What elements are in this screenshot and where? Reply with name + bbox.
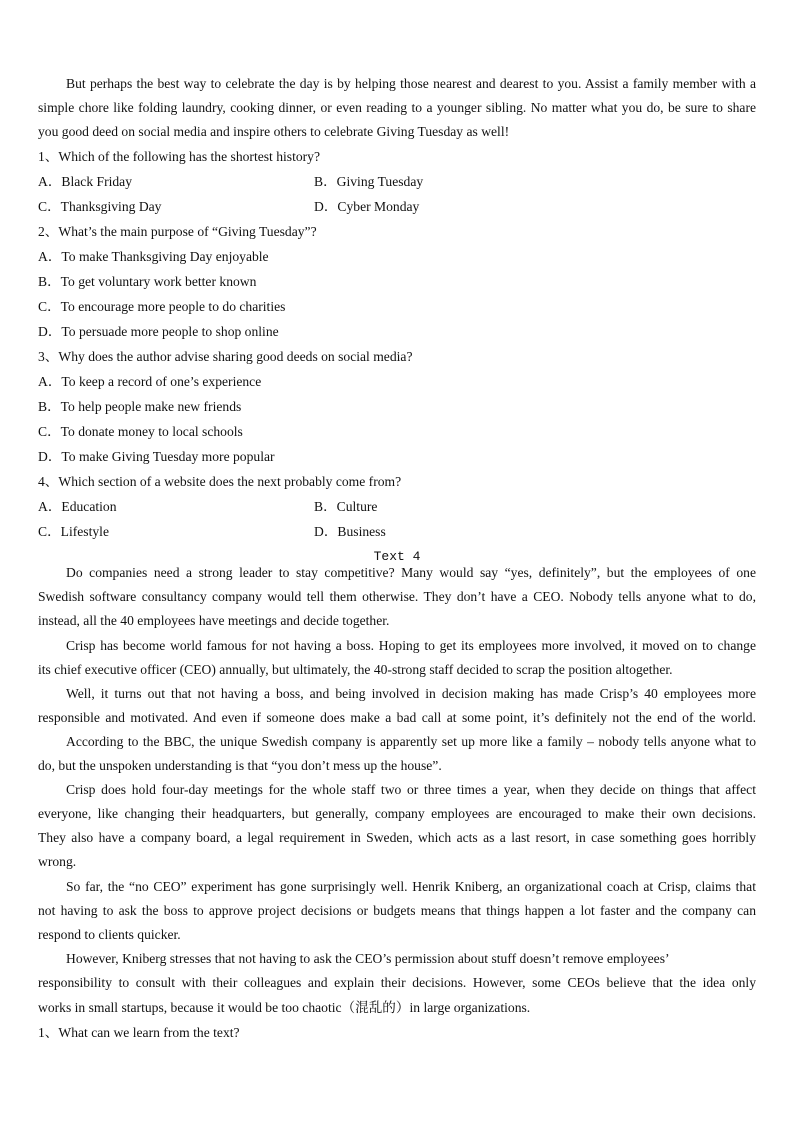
option-b: B．To help people make new friends (38, 399, 242, 414)
paragraph-line: works in small startups, because it would be too chaotic（混乱的）in large organizations. (38, 1000, 531, 1015)
paragraph-line: you good deed on social media and inspire others to celebrate Giving Tuesday as well! (38, 124, 510, 139)
paragraph-line: its chief executive officer (CEO) annually, but ultimately, the 40-strong staff decided to scrap the position altogether. (38, 662, 673, 677)
option-a: A．To keep a record of one’s experience (38, 374, 262, 389)
paragraph-line: responsible and motivated. And even if someone does make a bad call at some point, it’s definitely not the end of the world. (38, 710, 756, 725)
paragraph-line: Do companies need a strong leader to stay competitive? Many would say “yes, definitely”, but the employees of one (66, 565, 756, 580)
paragraph-line: They also have a company board, a legal requirement in Sweden, which acts as a last resort, in case something goes horribly (38, 830, 756, 845)
paragraph-line: simple chore like folding laundry, cooking dinner, or even reading to a younger sibling. No matter what you do, be sure to share (38, 100, 756, 115)
paragraph-line: responsibility to consult with their colleagues and explain their decisions. However, some CEOs believe that the idea only (38, 975, 756, 990)
question-text: 1、What can we learn from the text? (38, 1025, 240, 1040)
option-c: C．Lifestyle (38, 524, 109, 539)
option-d: D．Business (314, 524, 386, 539)
option-d: D．Cyber Monday (314, 199, 420, 214)
question-text: 4、Which section of a website does the next probably come from? (38, 474, 402, 489)
paragraph-line: Swedish software consultancy company would tell them otherwise. They don’t have a CEO. Nobody tells anyone what to do, (38, 589, 756, 604)
paragraph-line: Crisp has become world famous for not having a boss. Hoping to get its employees more involved, it moved on to change (66, 638, 756, 653)
section-title: Text 4 (373, 549, 421, 564)
paragraph-line: Well, it turns out that not having a boss, and being involved in decision making has made Crisp’s 40 employees more (66, 686, 756, 701)
paragraph-line: do, but the unspoken understanding is that “you don’t mess up the house”. (38, 758, 442, 773)
option-a: A．Black Friday (38, 174, 133, 189)
option-d: D．To persuade more people to shop online (38, 324, 279, 339)
question-text: 2、What’s the main purpose of “Giving Tuesday”? (38, 224, 317, 239)
paragraph-line: So far, the “no CEO” experiment has gone surprisingly well. Henrik Kniberg, an organizational coach at Crisp, claims that (66, 879, 756, 894)
paragraph-line: wrong. (38, 854, 77, 869)
option-d: D．To make Giving Tuesday more popular (38, 449, 275, 464)
option-c: C．To encourage more people to do charities (38, 299, 286, 314)
paragraph-line: But perhaps the best way to celebrate the day is by helping those nearest and dearest to you. Assist a family member with a (66, 76, 756, 91)
paragraph-line: According to the BBC, the unique Swedish company is apparently set up more like a family – nobody tells anyone what to (66, 734, 756, 749)
option-c: C．Thanksgiving Day (38, 199, 162, 214)
paragraph-line: respond to clients quicker. (38, 927, 181, 942)
question-text: 1、Which of the following has the shortest history? (38, 149, 321, 164)
paragraph-line: Crisp does hold four-day meetings for the whole staff two or three times a year, when they decide on things that affect (66, 782, 756, 797)
option-b: B．Culture (314, 499, 378, 514)
option-b: B．Giving Tuesday (314, 174, 424, 189)
paragraph-line: However, Kniberg stresses that not having to ask the CEO’s permission about stuff doesn’t remove employees’ (66, 951, 670, 966)
paragraph-line: instead, all the 40 employees have meetings and decide together. (38, 613, 390, 628)
option-a: A．To make Thanksgiving Day enjoyable (38, 249, 269, 264)
paragraph-line: everyone, like changing their headquarters, but generally, company employees are encouraged to make their own decisions. (38, 806, 756, 821)
paragraph-line: not having to ask the boss to approve project decisions or budgets means that things happen a lot faster and the company can (38, 903, 756, 918)
option-b: B．To get voluntary work better known (38, 274, 257, 289)
question-text: 3、Why does the author advise sharing good deeds on social media? (38, 349, 413, 364)
option-a: A．Education (38, 499, 117, 514)
option-c: C．To donate money to local schools (38, 424, 243, 439)
